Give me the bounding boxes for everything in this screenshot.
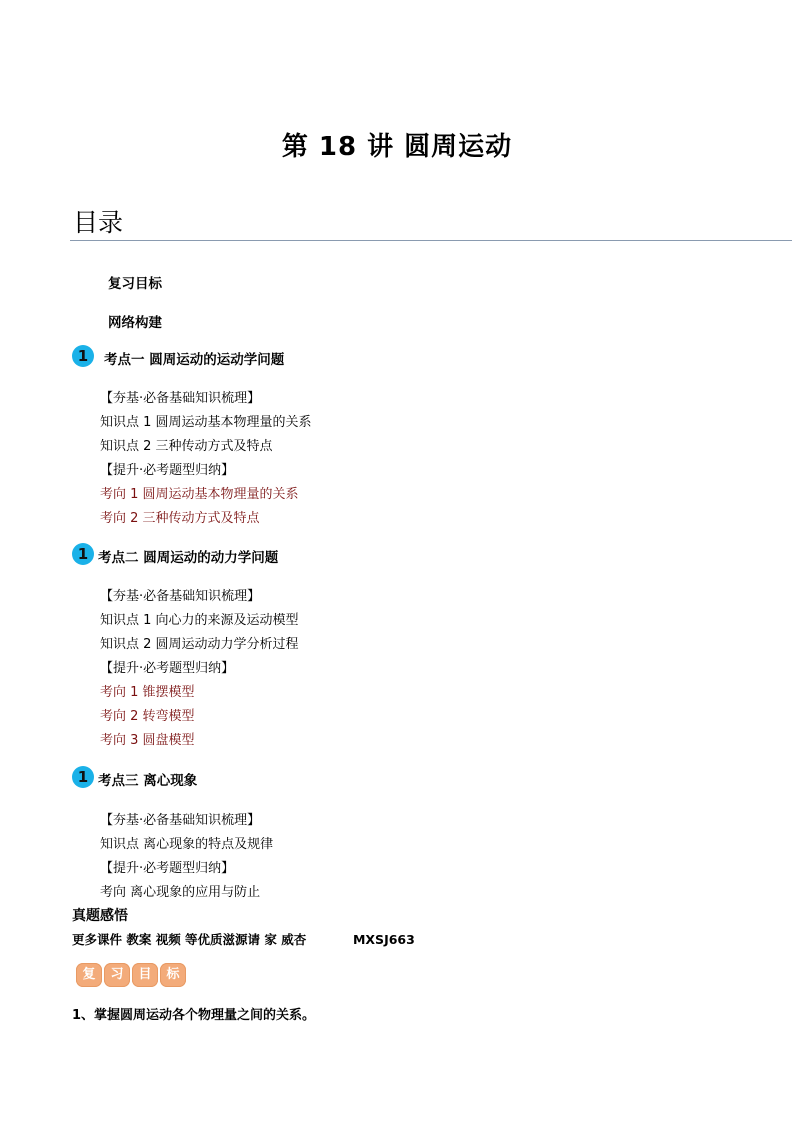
- toc-direction-item[interactable]: 考向 1 圆周运动基本物理量的关系: [100, 487, 299, 502]
- toc-foundation-label[interactable]: 【夯基·必备基础知识梳理】: [100, 589, 261, 604]
- toc-knowledge-item[interactable]: 知识点 1 向心力的来源及运动模型: [100, 613, 299, 628]
- toc-improve-label[interactable]: 【提升·必考题型归纳】: [100, 463, 235, 478]
- toc-item-network[interactable]: 网络构建: [108, 315, 162, 331]
- toc-section-1-title[interactable]: 考点一 圆周运动的运动学问题: [104, 352, 285, 368]
- toc-item-real-exam[interactable]: 真题感悟: [72, 908, 128, 924]
- toc-direction-item[interactable]: 考向 1 锥摆模型: [100, 685, 195, 700]
- toc-foundation-label[interactable]: 【夯基·必备基础知识梳理】: [100, 813, 261, 828]
- document-title: 第 18 讲 圆周运动: [281, 132, 513, 162]
- toc-knowledge-item[interactable]: 知识点 离心现象的特点及规律: [100, 837, 274, 852]
- toc-knowledge-item[interactable]: 知识点 2 三种传动方式及特点: [100, 439, 273, 454]
- toc-item-review-goals[interactable]: 复习目标: [108, 276, 162, 292]
- section-number-badge: 1: [72, 543, 94, 565]
- review-goals-tag: [76, 963, 186, 987]
- tag-char: 目: [132, 963, 158, 987]
- section-number-badge: 1: [72, 345, 94, 367]
- toc-section-2-title[interactable]: 考点二 圆周运动的动力学问题: [98, 550, 279, 566]
- promo-code: MXSJ663: [352, 932, 415, 947]
- toc-direction-item[interactable]: 考向 2 三种传动方式及特点: [100, 511, 260, 526]
- toc-direction-item[interactable]: 考向 离心现象的应用与防止: [100, 885, 261, 900]
- section-number-badge: 1: [72, 766, 94, 788]
- toc-direction-item[interactable]: 考向 3 圆盘模型: [100, 733, 195, 748]
- toc-direction-item[interactable]: 考向 2 转弯模型: [100, 709, 195, 724]
- toc-knowledge-item[interactable]: 知识点 1 圆周运动基本物理量的关系: [100, 415, 312, 430]
- toc-divider: [70, 240, 792, 241]
- tag-char: 习: [104, 963, 130, 987]
- promo-text: [72, 930, 415, 948]
- toc-knowledge-item[interactable]: 知识点 2 圆周运动动力学分析过程: [100, 637, 299, 652]
- tag-char: 标: [160, 963, 186, 987]
- goal-item-1: 1、掌握圆周运动各个物理量之间的关系。: [72, 1008, 316, 1023]
- toc-section-3-title[interactable]: 考点三 离心现象: [98, 773, 198, 789]
- toc-improve-label[interactable]: 【提升·必考题型归纳】: [100, 661, 235, 676]
- tag-char: 复: [76, 963, 102, 987]
- promo-message: 更多课件 教案 视频 等优质滋源请 家 威杏: [72, 932, 307, 947]
- toc-foundation-label[interactable]: 【夯基·必备基础知识梳理】: [100, 391, 261, 406]
- toc-heading: 目录: [73, 208, 124, 237]
- toc-improve-label[interactable]: 【提升·必考题型归纳】: [100, 861, 235, 876]
